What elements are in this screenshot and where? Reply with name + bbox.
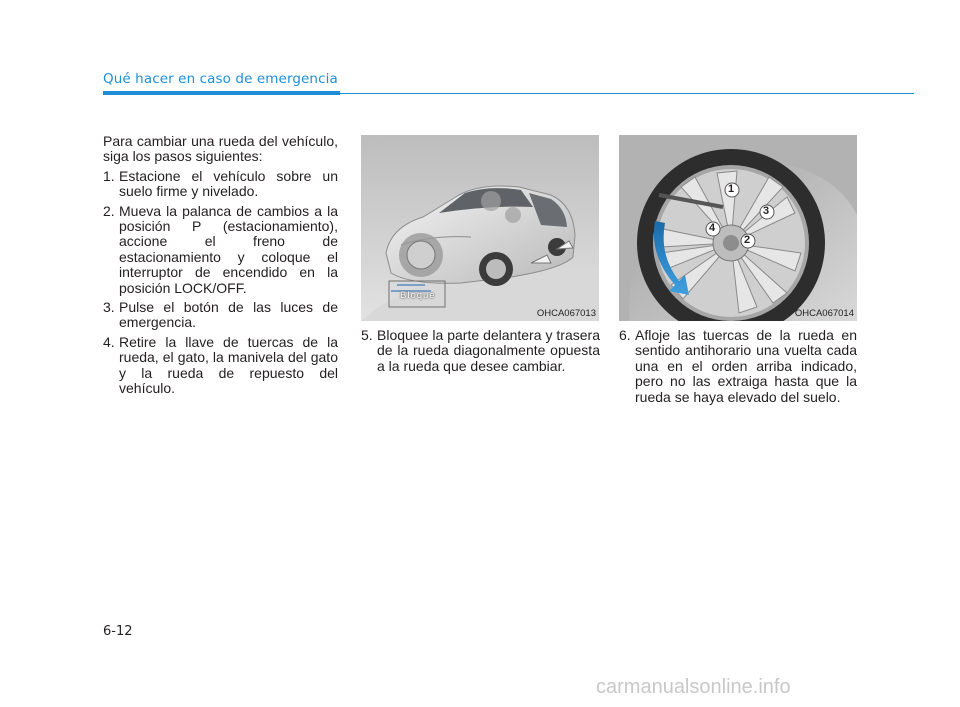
intro-text: Para cambiar una rueda del vehículo, siga los pasos siguientes:	[103, 133, 338, 165]
lug-nut-number-2: 2	[744, 234, 751, 246]
step-text: Mueva la palanca de cambios a la posición P (estacionamiento), accione el freno de estacionamiento y coloque el interruptor de encendido en la posición LOCK/OFF.	[119, 202, 338, 296]
step-4	[103, 335, 338, 397]
lug-nut-number-4: 4	[709, 222, 716, 234]
step-text: Afloje las tuercas de la rueda en sentido antihorario una vuelta cada una en el orden arriba indicado, pero no las extraiga hasta que la rueda se haya elevado del suelo.	[635, 327, 857, 405]
step-number: 6.	[619, 327, 631, 343]
page-number: 6-12	[103, 624, 133, 639]
step-number: 3.	[103, 299, 115, 316]
step-1	[103, 169, 338, 200]
step-text: Estacione el vehículo sobre un suelo firme y nivelado.	[119, 167, 338, 200]
column-1	[103, 134, 338, 401]
step-number: 5.	[361, 327, 373, 343]
section-title: Qué hacer en caso de emergencia	[103, 71, 338, 87]
header-rule	[340, 93, 914, 94]
step-text: Pulse el botón de las luces de emergencia.	[119, 299, 338, 331]
step-3	[103, 300, 338, 331]
step-text: Bloquee la parte delantera y trasera de la rueda diagonalmente opuesta a la rueda que desee cambiar.	[377, 327, 600, 374]
watermark: carmanualsonline.info	[596, 676, 791, 698]
step-text: Retire la llave de tuercas de la rueda, el gato, la manivela del gato y la rueda de repuesto del vehículo.	[119, 333, 338, 397]
column-3	[619, 328, 857, 409]
car-chock-illustration	[361, 135, 599, 321]
step-number: 2.	[103, 202, 115, 219]
chock-label: Bloque	[400, 290, 436, 301]
figure-code: OHCA067014	[794, 308, 854, 319]
step-number: 1.	[103, 167, 115, 184]
car-illustration	[361, 135, 599, 321]
step-5	[361, 328, 600, 374]
step-2	[103, 204, 338, 296]
step-6	[619, 328, 857, 405]
figure-code: OHCA067013	[536, 308, 596, 319]
step-number: 4.	[103, 333, 115, 350]
wheel-lug-nut-illustration	[619, 135, 857, 321]
lug-nut-number-3: 3	[763, 205, 770, 217]
column-2	[361, 328, 600, 378]
wheel-illustration	[619, 135, 857, 321]
header-accent-bar	[103, 91, 340, 95]
lug-nut-number-1: 1	[728, 183, 735, 195]
